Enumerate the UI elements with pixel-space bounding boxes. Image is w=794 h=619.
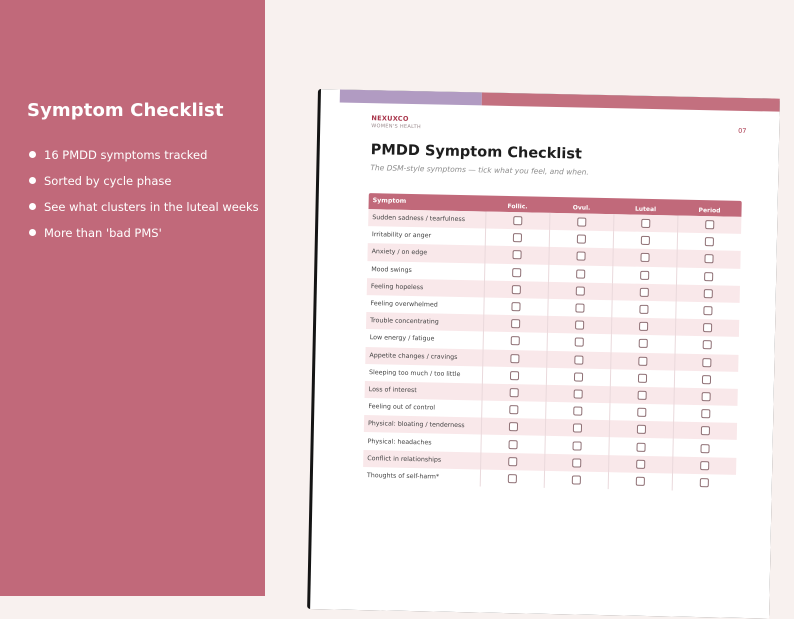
symptom-label: Low energy / fatigue: [369, 334, 435, 343]
checkbox-luteal[interactable]: [640, 288, 649, 297]
checkbox-cell-period: [673, 422, 737, 441]
symptom-label: Trouble concentrating: [370, 317, 439, 326]
checkbox-cell-follicular: [483, 332, 547, 351]
checkbox-cell-luteal: [612, 249, 676, 268]
checkbox-period[interactable]: [701, 426, 710, 435]
table-body: [363, 209, 742, 492]
checkbox-luteal[interactable]: [638, 374, 647, 383]
checkbox-luteal[interactable]: [638, 391, 647, 400]
left-panel: [0, 0, 265, 596]
feature-list: [29, 147, 259, 251]
checkbox-cell-luteal: [613, 214, 677, 233]
checkbox-period[interactable]: [702, 392, 711, 401]
checkbox-cell-period: [672, 456, 736, 475]
checkbox-ovulation[interactable]: [577, 218, 586, 227]
checkbox-cell-ovulation: [544, 453, 608, 472]
checkbox-luteal[interactable]: [639, 322, 648, 331]
checkbox-cell-luteal: [612, 266, 676, 285]
checkbox-cell-period: [677, 233, 741, 252]
checkbox-cell-period: [675, 301, 739, 320]
panel-title: Symptom Checklist: [27, 100, 224, 121]
checkbox-cell-period: [674, 370, 738, 389]
symptom-label: Feeling overwhelmed: [370, 300, 438, 309]
document-page: [310, 89, 780, 618]
column-header-luteal: Luteal: [634, 205, 657, 214]
document-mockup: [307, 89, 788, 619]
feature-item: [29, 147, 259, 173]
checkbox-ovulation[interactable]: [574, 372, 583, 381]
checkbox-cell-period: [675, 336, 739, 355]
checkbox-period[interactable]: [704, 272, 713, 281]
feature-item: [29, 225, 259, 251]
page-number: 07: [738, 126, 747, 135]
checkbox-cell-luteal: [608, 438, 672, 457]
checkbox-follicular[interactable]: [508, 474, 517, 483]
checkbox-cell-ovulation: [544, 436, 608, 455]
checkbox-cell-luteal: [609, 420, 673, 439]
checkbox-cell-follicular: [482, 366, 546, 385]
checkbox-ovulation[interactable]: [576, 269, 585, 278]
checkbox-follicular[interactable]: [511, 319, 520, 328]
checkbox-luteal[interactable]: [637, 425, 646, 434]
checkbox-follicular[interactable]: [511, 336, 520, 345]
feature-label: More than 'bad PMS': [44, 226, 162, 240]
checkbox-period[interactable]: [702, 375, 711, 384]
checkbox-period[interactable]: [705, 220, 714, 229]
checkbox-cell-ovulation: [547, 299, 611, 318]
checkbox-ovulation[interactable]: [575, 338, 584, 347]
checkbox-follicular[interactable]: [512, 285, 521, 294]
checkbox-period[interactable]: [701, 409, 710, 418]
checkbox-cell-luteal: [610, 369, 674, 388]
checkbox-cell-luteal: [608, 455, 672, 474]
header-bar-lavender: [340, 89, 482, 105]
checkbox-ovulation[interactable]: [574, 355, 583, 364]
symptom-label: Sudden sadness / tearfulness: [372, 214, 466, 224]
checkbox-cell-follicular: [481, 418, 545, 437]
symptom-label: Irritability or anger: [371, 231, 432, 240]
checkbox-cell-ovulation: [545, 385, 609, 404]
checkbox-period[interactable]: [700, 444, 709, 453]
checkbox-period[interactable]: [704, 255, 713, 264]
checkbox-cell-period: [676, 250, 740, 269]
checkbox-cell-ovulation: [546, 368, 610, 387]
checkbox-cell-ovulation: [547, 316, 611, 335]
checkbox-cell-follicular: [482, 383, 546, 402]
checkbox-cell-follicular: [485, 229, 549, 248]
checkbox-cell-ovulation: [545, 402, 609, 421]
checkbox-period[interactable]: [703, 341, 712, 350]
checkbox-cell-ovulation: [544, 471, 608, 490]
checkbox-cell-period: [673, 405, 737, 424]
symptom-label: Mood swings: [371, 265, 412, 274]
checkbox-cell-luteal: [611, 335, 675, 354]
symptom-label: Loss of interest: [368, 386, 417, 395]
checkbox-cell-ovulation: [546, 350, 610, 369]
checkbox-cell-luteal: [610, 352, 674, 371]
checkbox-cell-ovulation: [548, 282, 612, 301]
checkbox-ovulation[interactable]: [573, 424, 582, 433]
checkbox-luteal[interactable]: [636, 477, 645, 486]
checkbox-follicular[interactable]: [510, 354, 519, 363]
checkbox-follicular[interactable]: [513, 233, 522, 242]
checkbox-cell-follicular: [483, 297, 547, 316]
checkbox-cell-luteal: [609, 403, 673, 422]
checkbox-luteal[interactable]: [641, 236, 650, 245]
checkbox-cell-luteal: [613, 231, 677, 250]
symptom-label: Feeling out of control: [368, 403, 436, 412]
checkbox-ovulation[interactable]: [572, 475, 581, 484]
document-title: PMDD Symptom Checklist: [370, 142, 583, 163]
checkbox-follicular[interactable]: [508, 457, 517, 466]
checkbox-ovulation[interactable]: [572, 441, 581, 450]
checkbox-cell-period: [677, 216, 741, 235]
checkbox-follicular[interactable]: [512, 268, 521, 277]
checkbox-follicular[interactable]: [513, 216, 522, 225]
checkbox-luteal[interactable]: [639, 305, 648, 314]
document-subtitle: The DSM-style symptoms — tick what you feel, and when.: [370, 163, 589, 177]
checkbox-period[interactable]: [704, 289, 713, 298]
checkbox-cell-period: [674, 353, 738, 372]
checkbox-cell-follicular: [480, 435, 544, 454]
checkbox-ovulation[interactable]: [577, 235, 586, 244]
checkbox-luteal[interactable]: [636, 459, 645, 468]
bullet-icon: [29, 203, 36, 210]
checkbox-cell-follicular: [480, 452, 544, 471]
checkbox-cell-period: [676, 284, 740, 303]
column-header-symptom: Symptom: [372, 197, 407, 205]
symptom-table: [363, 193, 742, 492]
checkbox-follicular[interactable]: [510, 371, 519, 380]
checkbox-cell-period: [673, 387, 737, 406]
checkbox-ovulation[interactable]: [575, 321, 584, 330]
checkbox-cell-follicular: [481, 401, 545, 420]
checkbox-cell-follicular: [482, 349, 546, 368]
checkbox-luteal[interactable]: [640, 270, 649, 279]
checkbox-period[interactable]: [703, 306, 712, 315]
checkbox-luteal[interactable]: [640, 253, 649, 262]
checkbox-cell-follicular: [484, 263, 548, 282]
checkbox-follicular[interactable]: [510, 388, 519, 397]
column-header-period: Period: [698, 206, 721, 215]
symptom-label: Anxiety / on edge: [371, 248, 428, 257]
symptom-label: Feeling hopeless: [370, 282, 424, 292]
checkbox-cell-follicular: [484, 246, 548, 265]
symptom-label: Physical: bloating / tenderness: [367, 420, 465, 430]
checkbox-cell-follicular: [485, 212, 549, 231]
feature-item: [29, 199, 259, 225]
checkbox-period[interactable]: [700, 461, 709, 470]
checkbox-ovulation[interactable]: [576, 286, 585, 295]
checkbox-ovulation[interactable]: [574, 389, 583, 398]
checkbox-cell-luteal: [612, 283, 676, 302]
feature-label: Sorted by cycle phase: [44, 174, 172, 188]
column-header-ovulation: Ovul.: [572, 204, 591, 212]
checkbox-cell-follicular: [483, 315, 547, 334]
checkbox-follicular[interactable]: [509, 405, 518, 414]
checkbox-luteal[interactable]: [639, 339, 648, 348]
checkbox-period[interactable]: [705, 237, 714, 246]
checkbox-cell-ovulation: [548, 264, 612, 283]
column-header-follicular: Follic.: [507, 202, 528, 211]
checkbox-cell-ovulation: [547, 333, 611, 352]
checkbox-ovulation[interactable]: [572, 458, 581, 467]
checkbox-cell-ovulation: [548, 247, 612, 266]
checkbox-luteal[interactable]: [641, 219, 650, 228]
checkbox-cell-period: [672, 473, 736, 492]
checkbox-ovulation[interactable]: [573, 407, 582, 416]
checkbox-ovulation[interactable]: [576, 252, 585, 261]
symptom-label: Physical: headaches: [367, 437, 432, 446]
checkbox-period[interactable]: [700, 478, 709, 487]
checkbox-ovulation[interactable]: [575, 303, 584, 312]
symptom-label: Appetite changes / cravings: [369, 351, 458, 361]
checkbox-cell-period: [675, 319, 739, 338]
symptom-label: Thoughts of self-harm*: [366, 472, 440, 481]
symptom-label: Sleeping too much / too little: [369, 368, 461, 378]
feature-label: 16 PMDD symptoms tracked: [44, 148, 208, 162]
feature-item: [29, 173, 259, 199]
checkbox-cell-luteal: [609, 386, 673, 405]
checkbox-follicular[interactable]: [512, 251, 521, 260]
checkbox-cell-luteal: [611, 300, 675, 319]
bullet-icon: [29, 177, 36, 184]
checkbox-cell-luteal: [608, 472, 672, 491]
checkbox-luteal[interactable]: [638, 356, 647, 365]
checkbox-period[interactable]: [703, 323, 712, 332]
checkbox-cell-follicular: [484, 280, 548, 299]
checkbox-luteal[interactable]: [637, 408, 646, 417]
checkbox-period[interactable]: [702, 358, 711, 367]
brand-name: NEXUXCO: [371, 114, 409, 123]
bullet-icon: [29, 229, 36, 236]
checkbox-cell-period: [672, 439, 736, 458]
feature-label: See what clusters in the luteal weeks: [44, 200, 259, 214]
checkbox-cell-ovulation: [545, 419, 609, 438]
checkbox-cell-luteal: [611, 317, 675, 336]
checkbox-follicular[interactable]: [509, 440, 518, 449]
symptom-label: Conflict in relationships: [367, 454, 442, 464]
checkbox-cell-period: [676, 267, 740, 286]
header-bar-rose: [482, 92, 780, 111]
checkbox-cell-ovulation: [549, 213, 613, 232]
checkbox-follicular[interactable]: [511, 302, 520, 311]
checkbox-cell-ovulation: [549, 230, 613, 249]
checkbox-cell-follicular: [480, 469, 544, 488]
checkbox-luteal[interactable]: [636, 442, 645, 451]
checkbox-follicular[interactable]: [509, 422, 518, 431]
bullet-icon: [29, 151, 36, 158]
brand-subtitle: WOMEN'S HEALTH: [371, 123, 421, 131]
